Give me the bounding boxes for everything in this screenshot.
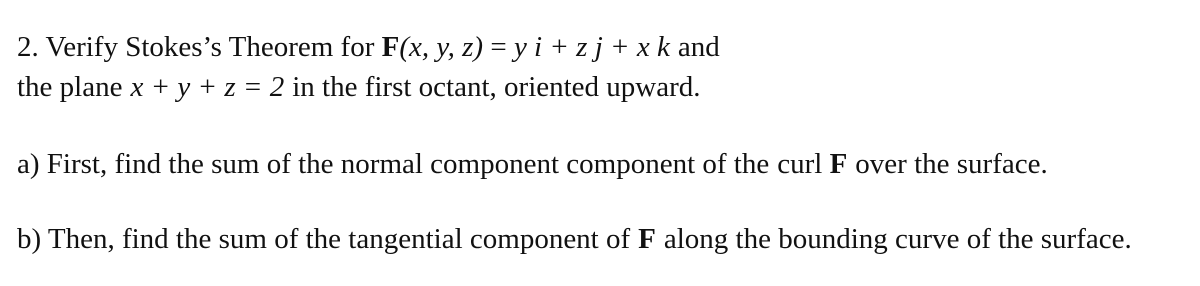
line1-end-text: and: [677, 31, 720, 63]
part-a-text: a) First, find the sum of the normal component component of the: [17, 148, 770, 180]
part-b-question: [17, 222, 1132, 256]
part-b-field-symbol: F: [638, 223, 656, 255]
plane-intro-text: the plane: [17, 71, 123, 103]
field-expression: y i + z j + x k: [513, 31, 670, 63]
field-arguments: (x, y, z): [399, 31, 484, 63]
curl-operator: curl: [777, 148, 823, 180]
problem-statement-line-1: [17, 30, 720, 64]
part-a-question: [17, 147, 1048, 181]
part-b-text: b) Then, find the sum of the tangential component of: [17, 223, 631, 255]
problem-statement-line-2: [17, 70, 701, 104]
field-equals: =: [483, 31, 514, 63]
plane-description-text: in the first octant, oriented upward.: [292, 71, 701, 103]
part-b-end-text: along the bounding curve of the surface.: [663, 223, 1132, 255]
field-symbol: F: [381, 31, 400, 63]
part-a-end-text: over the surface.: [855, 148, 1048, 180]
plane-equation: x + y + z = 2: [130, 71, 285, 103]
part-a-field-symbol: F: [829, 148, 848, 180]
problem-intro-text: 2. Verify Stokes’s Theorem for: [17, 31, 382, 63]
